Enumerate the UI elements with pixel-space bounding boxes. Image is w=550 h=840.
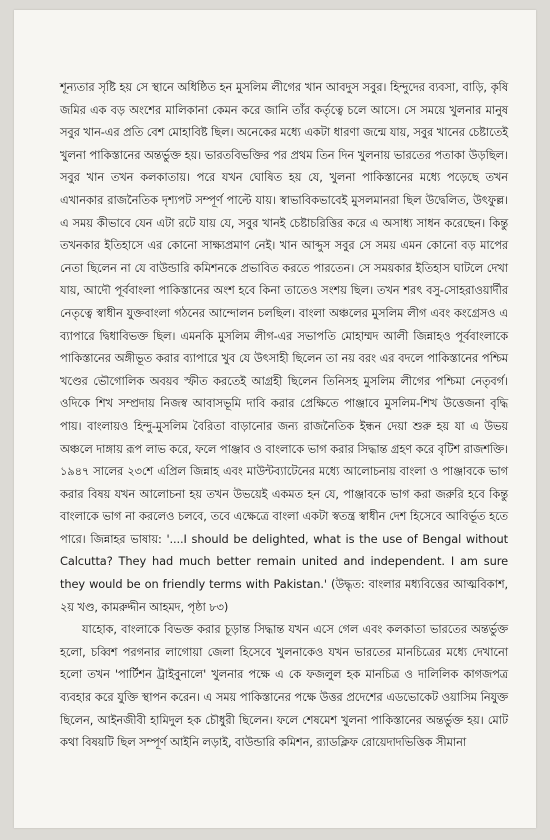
book-page — [14, 10, 536, 828]
paragraph: শূন্যতার সৃষ্টি হয় সে স্থানে অধিষ্ঠিত হন মুসলিম লীগের খান আবদুস সবুর। হিন্দুদের ব্যবসা, বাড়ি, কৃষি জমির এক বড় অংশের মালিকানা কেমন করে জানি তাঁর কর্তৃত্বে চলে আসে। সে সময়ে খুলনার মানুষ সবুর খান-এর প্রতি বেশ মোহাবিষ্ট ছিল। অনেকের মধ্যে একটা ধারণা জন্মে যায়, সবুর খানের চেষ্টাতেই খুলনা পাকিস্তানের অন্তর্ভুক্ত হয়। ভারতবিভক্তির পর প্রথম তিন দিন খুলনায় ভারতের পতাকা উড়ছিল। সবুর খান তখন কলকাতায়। পরে যখন ঘোষিত হয় যে, খুলনা পাকিস্তানের মধ্যে পড়েছে তখন এখানকার রাজনৈতিক দৃশ্যপট সম্পূর্ণ পাল্টে যায়। স্বাভাবিকভাবেই মুসলমানরা ছিল উদ্বেলিত, উৎফুল্ল। এ সময় কীভাবে যেন এটা রটে যায় যে, সবুর খানই চেষ্টাচরিত্তির করে এ অসাধ্য সাধন করেছেন। কিন্তু তখনকার ইতিহাসে এর কোনো সাক্ষ্যপ্রমাণ নেই। খান আব্দুস সবুর সে সময় এমন কোনো বড় মাপের নেতা ছিলেন না যে বাউন্ডারি কমিশনকে প্রভাবিত করতে পারতেন। সে সময়কার ইতিহাস ঘাটলে দেখা যায়, আদৌ পূর্ববাংলা পাকিস্তানের অংশ হবে কিনা তাতেও সংশয় ছিল। তখন শরৎ বসু-সোহরাওয়ার্দীর নেতৃত্বে স্বাধীন যুক্তবাংলা গঠনের আন্দোলন চলছিল। বাংলা অঞ্চলের মুসলিম লীগ এবং কংগ্রেসও এ ব্যাপারে দ্বিধাবিভক্ত ছিল। এমনকি মুসলিম লীগ-এর সভাপতি মোহাম্মদ আলী জিন্নাহও পূর্ববাংলাকে পাকিস্তানের অঙ্গীভূত করার ব্যাপারে খুব যে উৎসাহী ছিলেন তা নয় বরং এর বদলে পাকিস্তানের পশ্চিম খণ্ডের ভৌগোলিক অবয়ব স্ফীত করতেই আগ্রহী ছিলেন তিনিসহ মুসলিম লীগের পশ্চিমা নেতৃবর্গ। ওদিকে শিখ সম্প্রদায় নিজস্ব আবাসভূমি দাবি করার প্রেক্ষিতে পাঞ্জাবে মুসলিম-শিখ উত্তেজনা বৃদ্ধি পায়। বাংলায়ও হিন্দু-মুসলিম বৈরিতা বাড়ানোর জন্য রাজনৈতিক ইন্ধন দেয়া শুরু হয় যা এ উভয় অঞ্চলে দাঙ্গায় রূপ লাভ করে, ফলে পাঞ্জাব ও বাংলাকে ভাগ করার সিদ্ধান্ত গ্রহণ করে বৃটিশ রাজশক্তি। ১৯৪৭ সালের ২৩শে এপ্রিল জিন্নাহ এবং মাউন্টব্যাটেনের মধ্যে আলোচনায় বাংলা ও পাঞ্জাবকে ভাগ করার বিষয় যখন আলোচনা হয় তখন উভয়েই একমত হন যে, পাঞ্জাবকে ভাগ করা জরুরি হবে কিন্তু বাংলাকে ভাগ না করলেও চলবে, তবে এক্ষেত্রে বাংলা একটা স্বতন্ত্র স্বাধীন দেশ হিসেবে আবির্ভূত হতে পারে। জিন্নাহর ভাষায়: '....I should be delighted, what is the use of Bengal without Calcutta? They had much better remain united and independent. I am sure they would be on friendly terms with Pakistan.' (উদ্ধৃত: বাংলার মধ্যবিত্তের আত্মবিকাশ, ২য় খণ্ড, কামরুদ্দীন আহমদ, পৃষ্ঠা ৮৩) — [60, 80, 508, 614]
paragraph: যাহোক, বাংলাকে বিভক্ত করার চূড়ান্ত সিদ্ধান্ত যখন এসে গেল এবং কলকাতা ভারতের অন্তর্ভুক্ত হলো, চব্বিশ পরগনার লাগোয়া জেলা হিসেবে খুলনাকেও যখন ভারতের মানচিত্রের মধ্যে দেখানো হলো তখন 'পার্টিশন ট্রাইবুনালে' খুলনার পক্ষে এ কে ফজলুল হক মানচিত্র ও দালিলিক কাগজপত্র ব্যবহার করে যুক্তি স্থাপন করেন। এ সময় পাকিস্তানের পক্ষে উত্তর প্রদেশের এডভোকেট ওয়াসিম নিযুক্ত ছিলেন, আইনজীবী হামিদুল হক চৌধুরী ছিলেন। ফলে শেষমেশ খুলনা পাকিস্তানের অন্তর্ভুক্ত হয়। মোট কথা বিষয়টি ছিল সম্পূর্ণ আইনি লড়াই, বাউন্ডারি কমিশন, র‍্যাডক্লিফ রোয়েদাদভিত্তিক সীমানা — [60, 622, 508, 750]
body-text — [60, 76, 508, 754]
